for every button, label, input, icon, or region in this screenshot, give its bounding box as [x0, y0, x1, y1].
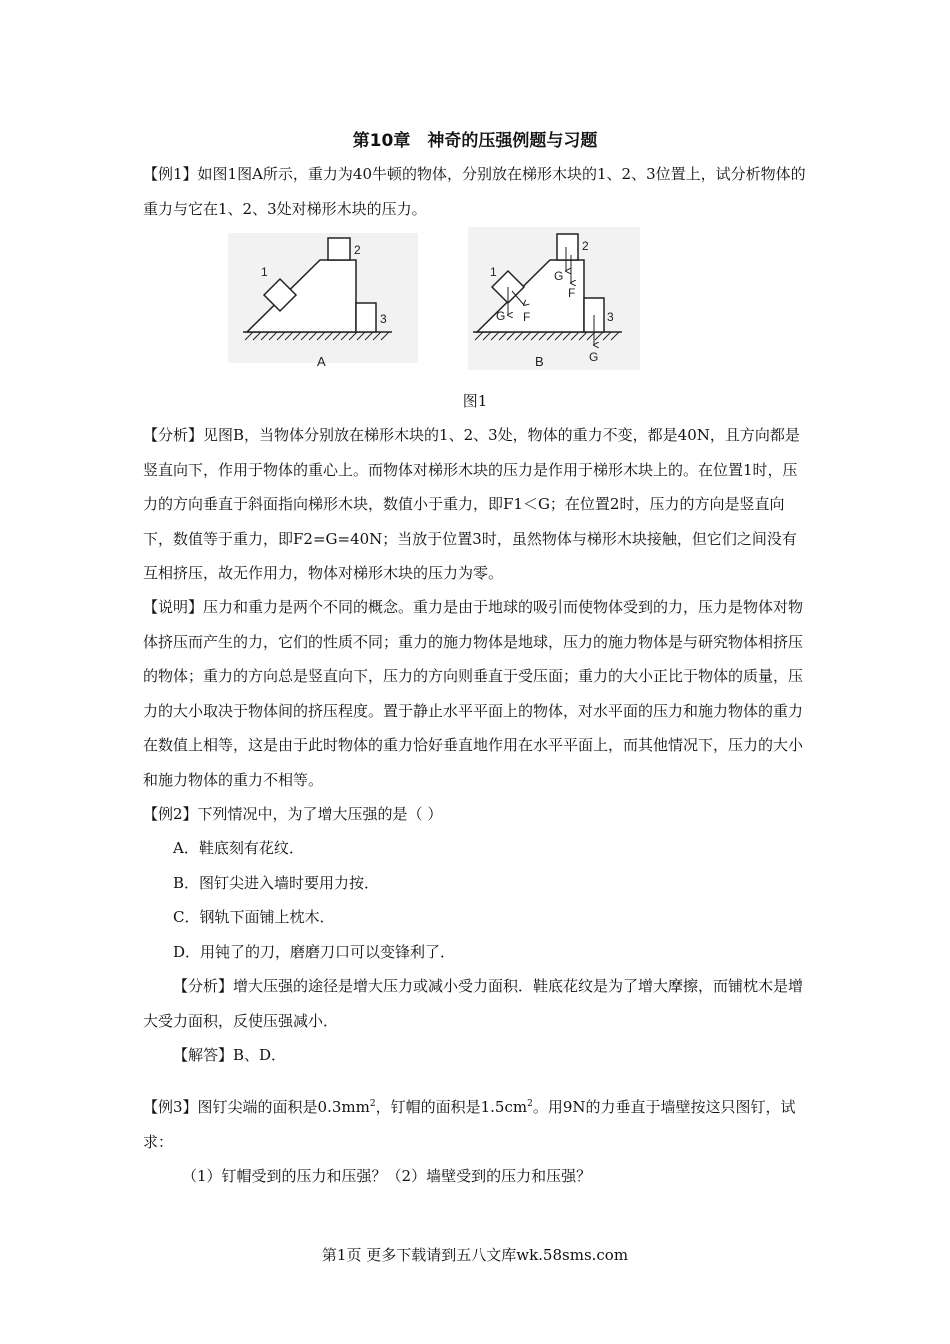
example-2-analysis: 【分析】增大压强的途径是增大压力或减小受力面积．鞋底花纹是为了增大摩擦，而铺枕木是增大受力面积，反使压强减小． [143, 977, 804, 1030]
example-3-text-b: ，钉帽的面积是1.5cm [375, 1098, 528, 1116]
figure-a-diagram [228, 233, 418, 363]
option-d: D．用钝了的刀，磨磨刀口可以变锋利了． [173, 943, 456, 961]
example-1-analysis: 【分析】见图B，当物体分别放在梯形木块的1、2、3处，物体的重力不变，都是40N，且方向都是竖直向下，作用于物体的重心上。而物体对梯形木块的压力是作用于梯形木块上的。在位置1时，压力的方向垂直于斜面指向梯形木块，数值小于重力，即F1＜G；在位置2时，压力的方向是竖直向下，数值等于重力，即F2=G=40N；当放于位置3时，虽然物体与梯形木块接触，但它们之间没有互相挤压，故无作用力，物体对梯形木块的压力为零。 [143, 426, 800, 582]
example-2-question: 【例2】下列情况中，为了增大压强的是（ ） [143, 805, 443, 823]
example-3-sup-b: 2 [527, 1099, 533, 1109]
fig-a-label-1: 1 [261, 265, 268, 279]
example-2-answer: 【解答】B、D． [173, 1046, 287, 1064]
fig-b-force-1: F [523, 310, 531, 324]
fig-b-caption-letter: B [535, 354, 544, 369]
fig-b-gravity-3: G [589, 350, 599, 364]
fig-a-label-2: 2 [354, 243, 361, 257]
example-3-text-c: 。用9N的力垂直于墙壁按这只图钉，试求： [143, 1098, 796, 1151]
example-3-subquestions: （1）钉帽受到的压力和压强？（2）墙壁受到的压力和压强？ [182, 1167, 592, 1185]
fig-a-caption-letter: A [317, 354, 326, 369]
fig-b-gravity-1: G [496, 309, 506, 323]
figure-1 [0, 225, 950, 375]
example-1-note: 【说明】压力和重力是两个不同的概念。重力是由于地球的吸引而使物体受到的力，压力是物体对物体挤压而产生的力，它们的性质不同；重力的施力物体是地球，压力的施力物体是与研究物体相挤压的物体；重力的方向总是竖直向下，压力的方向则垂直于受压面；重力的大小正比于物体的质量，压力的大小取决于物体间的挤压程度。置于静止水平平面上的物体，对水平面的压力和施力物体的重力在数值上相等，这是由于此时物体的重力恰好垂直地作用在水平平面上，而其他情况下，压力的大小和施力物体的重力不相等。 [143, 598, 804, 789]
option-a: A．鞋底刻有花纹． [173, 839, 304, 857]
option-c: C．钢轨下面铺上枕木． [173, 908, 335, 926]
fig-a-label-3: 3 [380, 312, 387, 326]
example-3-sup-a: 2 [369, 1099, 376, 1109]
option-b: B．图钉尖进入墙时要用力按． [173, 874, 380, 892]
fig-b-label-3: 3 [607, 310, 614, 324]
fig-b-label-1: 1 [490, 265, 497, 279]
page-footer: 第1页 更多下载请到五八文库wk.58sms.com [321, 1246, 629, 1264]
fig-b-label-2: 2 [582, 239, 589, 253]
fig-b-gravity-2: G [554, 269, 564, 283]
figure-caption: 图1 [462, 392, 488, 410]
fig-b-force-2: F [568, 286, 576, 300]
example-1-text: 【例1】如图1图A所示，重力为40牛顿的物体，分别放在梯形木块的1、2、3位置上，试分析物体的重力与它在1、2、3处对梯形木块的压力。 [143, 165, 806, 218]
example-3-text-a: 【例3】图钉尖端的面积是0.3mm [143, 1098, 370, 1116]
example-3-text [143, 1090, 808, 1159]
page-title: 第10章 神奇的压强例题与习题 [352, 131, 598, 151]
figure-b-diagram [468, 227, 640, 370]
